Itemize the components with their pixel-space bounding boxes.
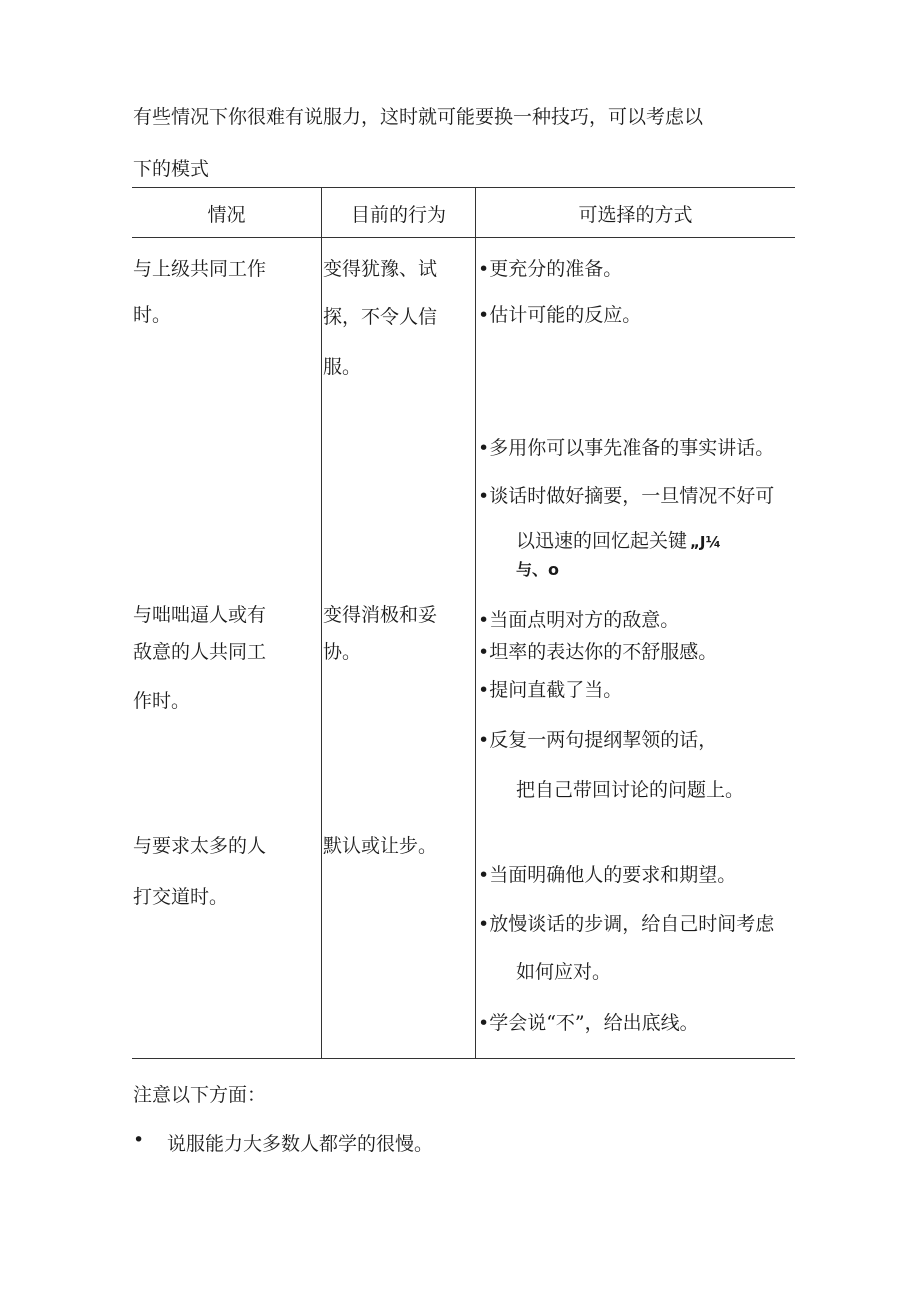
- intro-line-2: 下的模式: [133, 158, 210, 180]
- row2-option-4-cont: 把自己带回讨论的问题上。: [516, 779, 745, 801]
- table-header-border: [132, 237, 795, 238]
- header-current-behavior: 目前的行为: [350, 204, 446, 226]
- row2-option-4: •反复一两句提纲挈领的话，: [478, 729, 718, 751]
- header-alternatives: 可选择的方式: [578, 204, 693, 226]
- table-bottom-border: [132, 1058, 795, 1059]
- row1-option-3: •多用你可以事先准备的事实讲话。: [478, 437, 775, 459]
- notes-item-1: 说服能力大多数人都学的很慢。: [167, 1133, 434, 1155]
- row1-option-4: •谈话时做好摘要，一旦情况不好可: [478, 485, 775, 507]
- row2-situation-line2: 敌意的人共同工: [133, 641, 267, 663]
- row3-behavior-line1: 默认或让步。: [323, 835, 438, 857]
- row2-option-2: •坦率的表达你的不舒服感。: [478, 641, 718, 663]
- intro-line-1: 有些情况下你很难有说服力，这时就可能要换一种技巧，可以考虑以: [133, 106, 704, 128]
- row2-option-1: •当面点明对方的敌意。: [478, 609, 680, 631]
- row1-garbled-glyph-2: 与、o: [516, 560, 559, 579]
- row1-option-4-cont: [516, 526, 721, 553]
- header-situation: 情况: [207, 204, 246, 226]
- table-top-border: [132, 187, 795, 188]
- row1-option-1: •更充分的准备。: [478, 258, 623, 280]
- row3-option-3: •学会说“不”，给出底线。: [478, 1012, 699, 1034]
- row3-situation-line2: 打交道时。: [133, 886, 229, 908]
- row3-option-1: •当面明确他人的要求和期望。: [478, 864, 737, 886]
- table-column-divider-2: [475, 187, 476, 1059]
- table-column-divider-1: [321, 187, 322, 1059]
- notes-heading: 注意以下方面：: [133, 1084, 267, 1106]
- notes-bullet-icon: •: [133, 1129, 145, 1151]
- row3-option-2: •放慢谈话的步调，给自己时间考虑: [478, 913, 775, 935]
- row2-option-3: •提问直截了当。: [478, 679, 623, 701]
- row3-option-2-cont: 如何应对。: [516, 961, 612, 983]
- row1-behavior-line2: 探，不令人信: [323, 306, 438, 328]
- row1-situation-line2: 时。: [133, 304, 172, 326]
- row1-garbled-glyph-1: „J¼: [690, 533, 721, 551]
- row2-situation-line1: 与咄咄逼人或有: [133, 604, 267, 626]
- row2-behavior-line1: 变得消极和妥: [323, 604, 438, 626]
- row3-situation-line1: 与要求太多的人: [133, 835, 267, 857]
- row1-option-4-cont-text: 以迅速的回忆起关键: [516, 530, 688, 552]
- row1-option-2: •估计可能的反应。: [478, 304, 642, 326]
- row1-behavior-line3: 服。: [323, 356, 362, 378]
- row2-behavior-line2: 协。: [323, 641, 362, 663]
- row1-behavior-line1: 变得犹豫、试: [323, 258, 438, 280]
- row1-situation-line1: 与上级共同工作: [133, 258, 267, 280]
- row2-situation-line3: 作时。: [133, 690, 191, 712]
